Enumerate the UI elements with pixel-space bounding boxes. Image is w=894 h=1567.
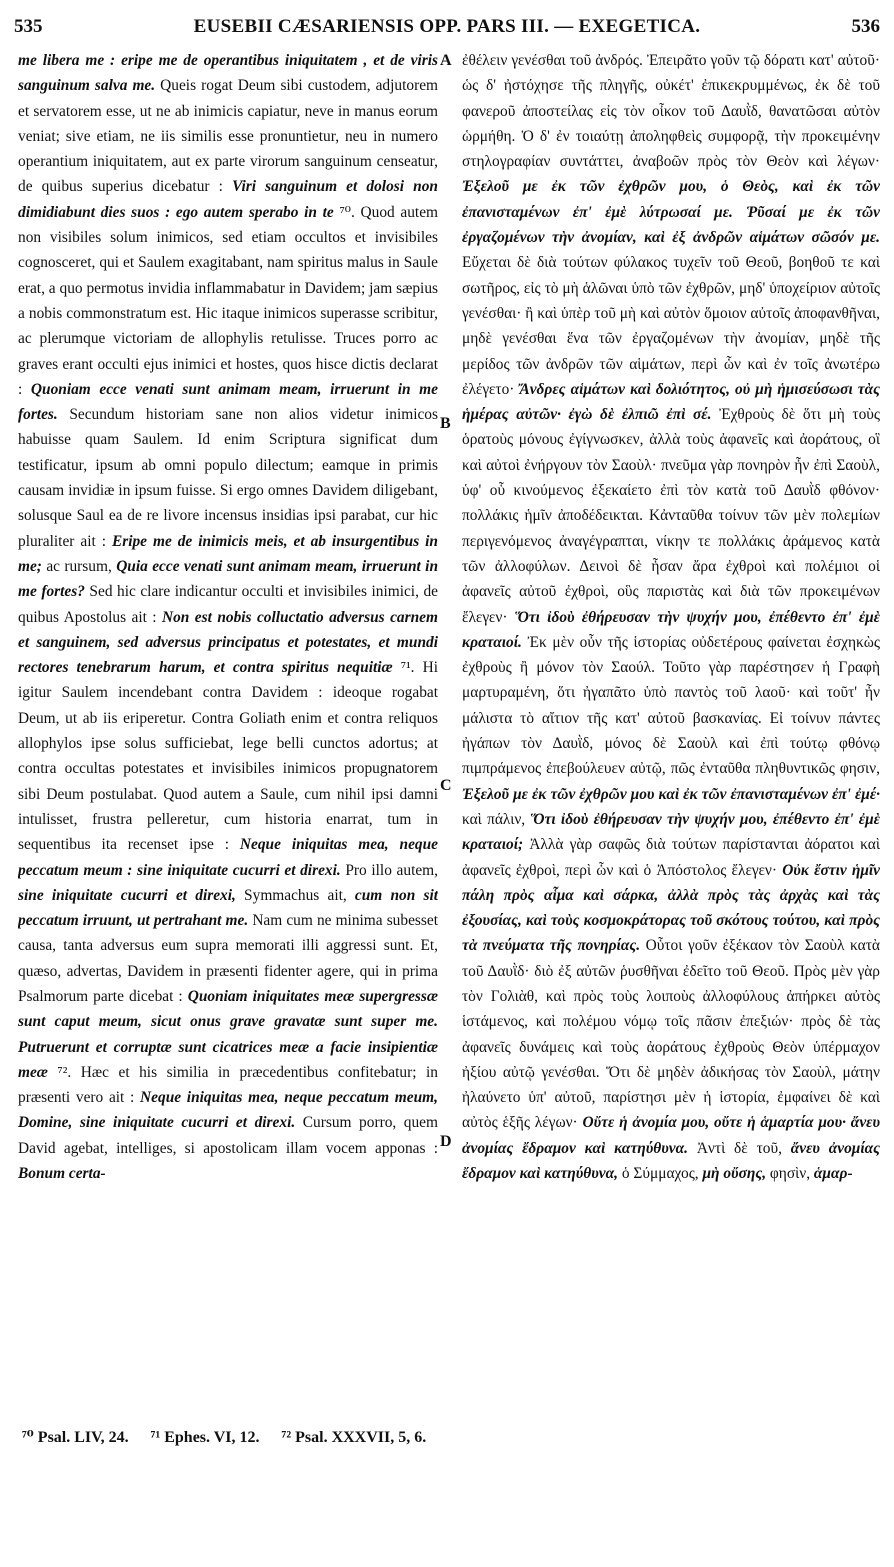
quotation-segment: Viri sanguinum et dolosi non dimidiabunt dies suos : ego autem sperabo in te <box>18 178 438 221</box>
footnote-72: ⁷² Psal. XXXVII, 5, 6. <box>281 1429 427 1446</box>
quotation-segment: Non est nobis colluctatio adversus carnem et sanguinem, sed adversus principatus et potestates, et mundi rectores tenebrarum harum, et contra spiritus nequitiæ <box>18 608 438 677</box>
text-segment: Queis rogat Deum sibi custodem, adjutorem et servatorem esse, ut ne ab inimicis capiatur, neve in manus eorum veniat; sive etiam, ne iis similis esse pronuntietur, neu in numero operantium iniquitatem, aut ex parte virorum sanguinum censeatur, de quibus superius dicebatur : <box>18 77 438 196</box>
text-segment: Secundum historiam sane non alios videtur inimicos habuisse quam Saulem. Id enim Scriptura significat dum testificatur, ipsum ab omni populo dilectum; eamque in primis causam invidiæ in ipsum fuisse. Si ergo omnes Davidem diligebant, solusque Saul ea de re livore incensus insidias ipsi parabat, cur hic pluraliter ait : <box>18 406 438 550</box>
greek-paragraph <box>462 48 880 1186</box>
text-segment: ⁷⁰. Quod autem non visibiles solum inimicos, sed etiam occultos et invisibiles cognosceret, qui et Saulem exagitabant, nam spiritus malus in Saule erat, a quo permotus invidia inflammabatur in Davidem; jam sæpius a nobis commonstratum est. Hic itaque inimicos superasse scribitur, ac plerumque victoriam de allophylis retulisse. Truces porro ac graves erant occulti ejus inimici et hostes, quos hisce dictis declarat : <box>18 203 438 398</box>
quotation-segment: Quoniam ecce venati sunt animam meam, irruerunt in me fortes. <box>18 380 438 424</box>
text-segment: Ἀντὶ δὲ τοῦ, <box>688 1139 791 1157</box>
text-segment: Ἐκ μὲν οὖν τῆς ἱστορίας οὐδετέρους φαίνεται ἐσχηκὼς ἐχθροὺς ἢ μόνον τὸν Σαούλ. Τοῦτο γὰρ παρέστησεν ἡ Γραφὴ μαρτυραμένη, ὅτι ἠγαπᾶτο ὑπὸ παντὸς τοῦ λαοῦ· καὶ τοῦτ' ἦν μάλιστα τὸ αἴτιον τῆς κατ' αὐτοῦ βασκανίας. Εἰ τοίνυν πάντες ἠγάπων τὸν Δαυῒδ, μόνος δὲ Σαοὺλ καὶ ἐπὶ τούτῳ φθόνῳ πιμπράμενος ἐπεβούλευεν αὐτῷ, πῶς ἐνταῦθα πληθυντικῶς φησιν, <box>462 633 880 778</box>
quotation-segment: Ἐξελοῦ με ἐκ τῶν ἐχθρῶν μου καὶ ἐκ τῶν ἐπανισταμένων ἐπ' ἐμέ· <box>462 785 880 803</box>
text-segment: Sed hic clare indicantur occulti et invisibiles inimici, de quibus Apostolus ait : <box>18 583 438 626</box>
text-segment: Εὔχεται δὲ διὰ τούτων φύλακος τυχεῖν τοῦ Θεοῦ, βοηθοῦ τε καὶ σωτῆρος, εἰς τὸ μὴ ἁλῶναι ὑπὸ τῶν ἐχθρῶν, μηδ' ὑποχείριον αὐτοῖς γενέσθαι· ἢ καὶ ὑπὲρ τοῦ μὴ καὶ αὐτὸν ὅμοιον αὐτοῖς ἀποφανθῆναι, μηδὲ γενέσθαι ἕνα τῶν ἐργαζομένων τὴν ἀνομίαν, μηδὲ τῆς μερίδος τῶν ἀνδρῶν τῶν αἱμάτων, περὶ ὧν καὶ ἐν τοῖς ἀνωτέρω ἐλέγετο· <box>462 254 880 398</box>
quotation-segment: Οὐκ ἔστιν ἡμῖν πάλη πρὸς αἷμα καὶ σάρκα, ἀλλὰ πρὸς τὰς ἀρχὰς καὶ τὰς ἐξουσίας, καὶ τοὺς κοσμοκράτορας τοῦ σκότους τούτου, καὶ πρὸς τὰ πνεύματα τῆς πονηρίας. <box>462 861 880 955</box>
text-segment: καὶ πάλιν, <box>462 810 531 828</box>
text-segment: ac rursum, <box>41 557 117 575</box>
text-segment: ὁ Σύμμαχος, <box>617 1165 703 1183</box>
page-number-right: 536 <box>851 16 880 37</box>
quotation-segment: Eripe me de inimicis meis, et ab insurgentibus in me; <box>18 532 438 575</box>
latin-column <box>18 48 438 1418</box>
footnote-71: ⁷¹ Ephes. VI, 12. <box>150 1429 260 1446</box>
text-segment: φησὶν, <box>766 1165 814 1183</box>
quotation-segment: cum non sit peccatum irruunt, ut pertrahant me. <box>18 886 438 930</box>
text-segment: ⁷¹. Hi igitur Saulem incendebant contra Davidem : ideoque rogabat Deum, ut ab iis eriperetur. Contra Goliath enim et contra reliquos allophylos ipse solus sufficiebat, lege belli cunctos adortus; at contra occultas potestates et invisibiles inimicos propugnatorem sibi Deum postulabat. Quod autem a Saule, cum nihil ipsi damni intulisset, frustra pelleretur, cum historia enarrat, tum in sequentibus ita recenset ipse : <box>18 659 438 854</box>
margin-marker-a: A <box>440 52 452 69</box>
quotation-segment: Ὅτι ἰδοὺ ἐθήρευσαν τὴν ψυχήν μου, ἐπέθεντο ἐπ' ἐμὲ κραταιοί; <box>462 810 880 854</box>
latin-paragraph <box>18 48 438 1186</box>
margin-marker-d: D <box>440 1133 452 1150</box>
margin-marker-b: B <box>440 415 451 432</box>
quotation-segment: Οὔτε ἡ ἀνομία μου, οὔτε ἡ ἁμαρτία μου· ἄνευ ἀνομίας ἔδραμον καὶ κατηύθυνα. <box>462 1114 880 1157</box>
quotation-segment: sine iniquitate cucurri et direxi, <box>18 886 236 904</box>
footnotes <box>22 1427 872 1447</box>
running-header <box>14 10 880 40</box>
text-segment: Symmachus ait, <box>235 886 355 904</box>
text-segment: Pro illo autem, <box>340 861 438 879</box>
page-number-left: 535 <box>14 16 43 37</box>
quotation-segment: Ἐξελοῦ με ἐκ τῶν ἐχθρῶν μου, ὁ Θεὸς, καὶ ἐκ τῶν ἐπανισταμένων ἐπ' ἐμὲ λύτρωσαί με. Ῥῦσαί με ἐκ τῶν ἐργαζομένων τὴν ἀνομίαν, καὶ ἐξ ἀνδρῶν αἱμάτων σῶσόν με. <box>462 178 880 247</box>
quotation-segment: Ὅτι ἰδοὺ ἐθήρευσαν τὴν ψυχήν μου, ἐπέθεντο ἐπ' ἐμὲ κραταιοί. <box>462 608 880 651</box>
text-segment: ἐθέλειν γενέσθαι τοῦ ἀνδρός. Ἐπειρᾶτο γοῦν τῷ δόρατι κατ' αὐτοῦ· ὡς δ' ἠστόχησε τῆς πληγῆς, οὐκέτ' ἐπικεκρυμμένως, ἐκ δὲ τοῦ φανεροῦ ἀποστείλας εἰς τὸν οἶκον τοῦ Δαυῒδ, θανατῶσαι αὐτὸν ὡρμήθη. Ὁ δ' ἐν τοιαύτῃ ἀποληφθεὶς συμφορᾷ, τὴν προκειμένην στηλογραφίαν συντάττει, ἀναβοῶν πρὸς τὸν Θεὸν καὶ λέγων· <box>462 52 880 171</box>
quotation-segment: Neque iniquitas mea, neque peccatum meum : sine iniquitate cucurri et direxi. <box>18 836 438 879</box>
text-segment: Cursum porro, quem David agebat, intelliges, si apostolicam illam vocem apponas : <box>18 1114 438 1157</box>
quotation-segment: ἄνευ ἀνομίας ἔδραμον καὶ κατηύθυνα, <box>462 1139 880 1183</box>
text-segment: Ἀλλὰ γὰρ σαφῶς διὰ τούτων παρίστανται ἀόρατοι καὶ ἀφανεῖς ἐχθροὶ, περὶ ὧν καὶ ὁ Ἀπόστολος ἔλεγεν· <box>462 836 880 879</box>
quotation-segment: Neque iniquitas mea, neque peccatum meum, Domine, sine iniquitate cucurri et direxi. <box>18 1089 438 1132</box>
text-segment: ⁷². Hæc et his similia in præcedentibus confitebatur; in præsenti vero ait : <box>18 1063 438 1107</box>
greek-column <box>462 48 880 1418</box>
text-segment: Ἐχθροὺς δὲ ὅτι μὴ τοὺς ὁρατοὺς μόνους ἐγίγνωσκεν, ἀλλὰ τοὺς ἀφανεῖς καὶ ἀοράτους, οἳ καὶ αὐτοὶ ἐνήργουν τὸν Σαοὺλ· πνεῦμα γὰρ πονηρὸν ἦν ἐπὶ Σαοὺλ, ὑφ' οὗ κινούμενος ἐξεκαίετο ἐπὶ τὸν κατὰ τοῦ Δαυῒδ φθόνον· πολλάκις ἡμῖν ἀποδέδεικται. Κἀνταῦθα τοίνυν τῶν μὲν πολεμίων περιγενόμενος ἀναγέγραπται, νίκην τε πολλάκις ἀράμενος κατὰ τῶν ἀλλοφύλων. Δεινοὶ δὲ ἦσαν ἄρα ἐχθροὶ καὶ πολέμιοι οἱ ἀφανεῖς αὐτοῦ ἐχθροὶ, οὓς παριστὰς καὶ διὰ τῶν προκειμένων ἔλεγεν· <box>462 406 880 626</box>
margin-marker-c: C <box>440 777 452 794</box>
quotation-segment: me libera me : eripe me de operantibus iniquitatem , et de viris sanguinum salva me. <box>18 52 438 95</box>
quotation-segment: Quoniam iniquitates meæ supergressæ sunt caput meum, sicut onus grave gravatæ sunt super me. Putruerunt et corruptæ sunt cicatrices meæ a facie insipientiæ meæ <box>18 987 438 1081</box>
text-segment: Nam cum ne minima subesset causa, tanta adversus eum supra memorati illi aggressi sunt. Et, quæso, advertas, Davidem in præsenti fidenter agere, qui in prima Psalmorum parte dicebat : <box>18 912 438 1005</box>
footnote-70: ⁷⁰ Psal. LIV, 24. <box>22 1429 129 1446</box>
text-segment: Οὗτοι γοῦν ἐξέκαον τὸν Σαοὺλ κατὰ τοῦ Δαυῒδ· διὸ ἐξ αὐτῶν ῥυσθῆναι ἐδεῖτο τοῦ Θεοῦ. Πρὸς μὲν γὰρ τὸν Γολιὰθ, καὶ πρὸς τοὺς λοιποὺς ἀλλοφύλους ἀπήρκει αὐτὸς ἱστάμενος, καὶ πολέμου νόμῳ τοῖς πᾶσιν ἐπεξιών· πρὸς δὲ τὰς ἀφανεῖς δυνάμεις καὶ τοὺς ἀοράτους ἐχθροὺς Θεὸν ὑπέρμαχον ἠξίου αὐτῷ γενέσθαι. Ὅτι δὲ μηδὲν ἀδικήσας τὸν Σαοὺλ, μάτην ἠλαύνετο ὑπ' αὐτοῦ, παρίστησι μὲν ἡ ἱστορία, ἐμφαίνει δὲ καὶ αὐτὸς ἑξῆς λέγων· <box>462 937 880 1132</box>
running-title: EUSEBII CÆSARIENSIS OPP. PARS III. — EXEGETICA. <box>193 16 701 37</box>
quotation-segment: Bonum certa- <box>18 1165 106 1183</box>
quotation-segment: Quia ecce venati sunt animam meam, irruerunt in me fortes? <box>18 557 438 601</box>
quotation-segment: Ἄνδρες αἱμάτων καὶ δολιότητος, οὐ μὴ ἡμισεύσωσι τὰς ἡμέρας αὐτῶν· ἐγὼ δὲ ἐλπιῶ ἐπὶ σέ. <box>462 380 880 424</box>
quotation-segment: ἁμαρ- <box>813 1165 853 1183</box>
quotation-segment: μὴ οὔσης, <box>702 1165 767 1183</box>
